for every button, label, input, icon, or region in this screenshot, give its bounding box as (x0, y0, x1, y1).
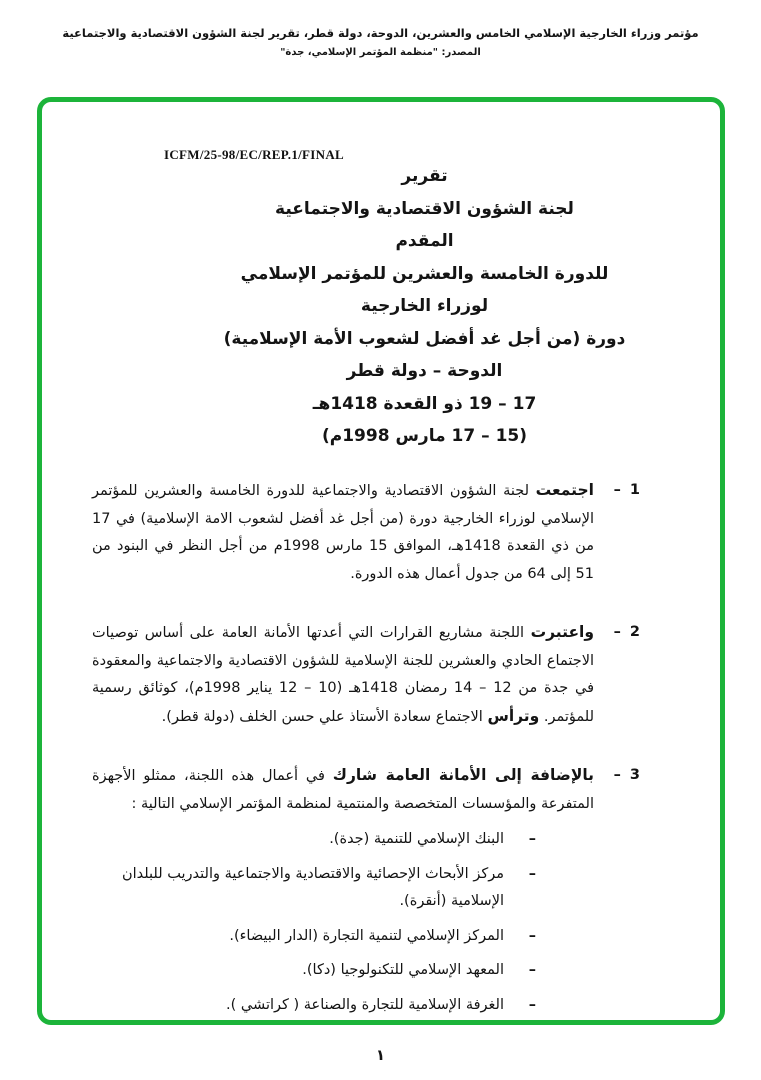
title-line-hijri-date: 17 – 19 ذو القعدة 1418هـ (312, 393, 537, 414)
list-item-trade-centre: المركز الإسلامي لتنمية التجارة (الدار البيضاء). (229, 927, 504, 944)
list-item (92, 992, 536, 1020)
header-line-1: مؤتمر وزراء الخارجية الإسلامي الخامس والعشرين، الدوحة، دولة قطر، تقرير لجنة الشؤون الاقتصادية والاجتماعية (62, 26, 699, 40)
paragraph-2-lead: واعتبرت (530, 623, 594, 641)
document-green-frame (37, 97, 725, 1025)
paragraph-1-number: 1 (629, 482, 640, 498)
list-item (92, 923, 536, 951)
page-header (0, 26, 761, 58)
title-line-submitted: المقدم (395, 231, 454, 251)
title-line-slogan: دورة (من أجل غد أفضل لشعوب الأمة الإسلامية) (223, 328, 626, 349)
paragraph-2 (92, 619, 640, 731)
paragraph-3-marker (608, 762, 640, 1026)
title-line-report: تقرير (401, 166, 448, 186)
paragraph-1-marker (608, 477, 640, 588)
list-item-research-centre: مركز الأبحاث الإحصائية والاقتصادية والاجتماعية والتدريب للبلدان الإسلامية (أنقرة). (121, 865, 504, 909)
paragraph-2-lead-2: وترأس (487, 706, 540, 725)
paragraph-3 (92, 762, 640, 1026)
title-line-ministers: لوزراء الخارجية (360, 296, 489, 316)
dash-marker: – (528, 865, 536, 882)
title-block (137, 160, 712, 453)
dash-marker: – (528, 996, 536, 1013)
list-item (92, 861, 536, 916)
paragraph-3-body: في أعمال هذه اللجنة، ممثلو الأجهزة المتفرعة والمؤسسات المتخصصة والمنتمية لمنظمة المؤتمر الإسلامي التالية : (92, 768, 594, 812)
page-number: ١ (375, 1046, 386, 1064)
paragraph-1-body: لجنة الشؤون الاقتصادية والاجتماعية للدورة الخامسة والعشرين للمؤتمر الإسلامي لوزراء الخارجية دورة (من أجل غد أفضل لشعوب الامة الإسلامية) في 17 من ذي القعدة 1418هـ، الموافق 15 مارس 1998م من أجل النظر في البنود من 51 إلى 64 من جدول أعمال هذه الدورة. (92, 483, 594, 582)
document-reference: ICFM/25-98/EC/REP.1/FINAL (164, 147, 344, 162)
paragraph-1-text (92, 477, 594, 588)
dash-marker: – (528, 927, 536, 944)
paragraph-3-lead: بالإضافة إلى الأمانة العامة شارك (332, 766, 594, 784)
paragraph-2-number: 2 (629, 624, 640, 640)
title-line-session: للدورة الخامسة والعشرين للمؤتمر الإسلامي (240, 263, 609, 284)
list-item (92, 826, 536, 854)
list-item-chamber-of-commerce: الغرفة الإسلامية للتجارة والصناعة ( كراتشي ). (226, 996, 504, 1013)
title-line-location: الدوحة – دولة قطر (346, 361, 503, 381)
paragraph-2-body: اللجنة مشاريع القرارات التي أعدتها الأمانة العامة على أساس توصيات الاجتماع الحادي والعشرين للجنة الإسلامية للشؤون الاقتصادية والاجتماعية والمعقودة في جدة من 12 – 14 رمضان 1418هـ (10 – 12 يناير 1998م)، كوثائق رسمية للمؤتمر. (92, 625, 594, 725)
organizations-list (92, 826, 594, 1019)
paragraph-1 (92, 477, 640, 588)
dash-marker: – (613, 767, 621, 783)
paragraph-1-lead: اجتمعت (535, 481, 594, 499)
title-line-gregorian-date: (15 – 17 مارس 1998م) (321, 426, 528, 446)
document-body (92, 477, 640, 1057)
paragraph-3-text (92, 762, 594, 1026)
paragraph-3-number: 3 (629, 767, 640, 783)
header-line-2: المصدر: "منظمة المؤتمر الإسلامي، جدة" (280, 47, 481, 58)
title-line-committee: لجنة الشؤون الاقتصادية والاجتماعية (275, 198, 574, 219)
list-item-technology-institute: المعهد الإسلامي للتكنولوجيا (دكا). (302, 962, 504, 978)
dash-marker: – (528, 962, 536, 978)
dash-marker: – (528, 831, 536, 847)
paragraph-2-body-2: الاجتماع سعادة الأستاذ علي حسن الخلف (دولة قطر). (161, 708, 488, 725)
paragraph-2-marker (608, 619, 640, 731)
list-item (92, 957, 536, 985)
dash-marker: – (613, 482, 621, 498)
paragraph-2-text (92, 619, 594, 731)
list-item-islamic-development-bank: البنك الإسلامي للتنمية (جدة). (329, 831, 504, 847)
dash-marker: – (613, 624, 621, 640)
